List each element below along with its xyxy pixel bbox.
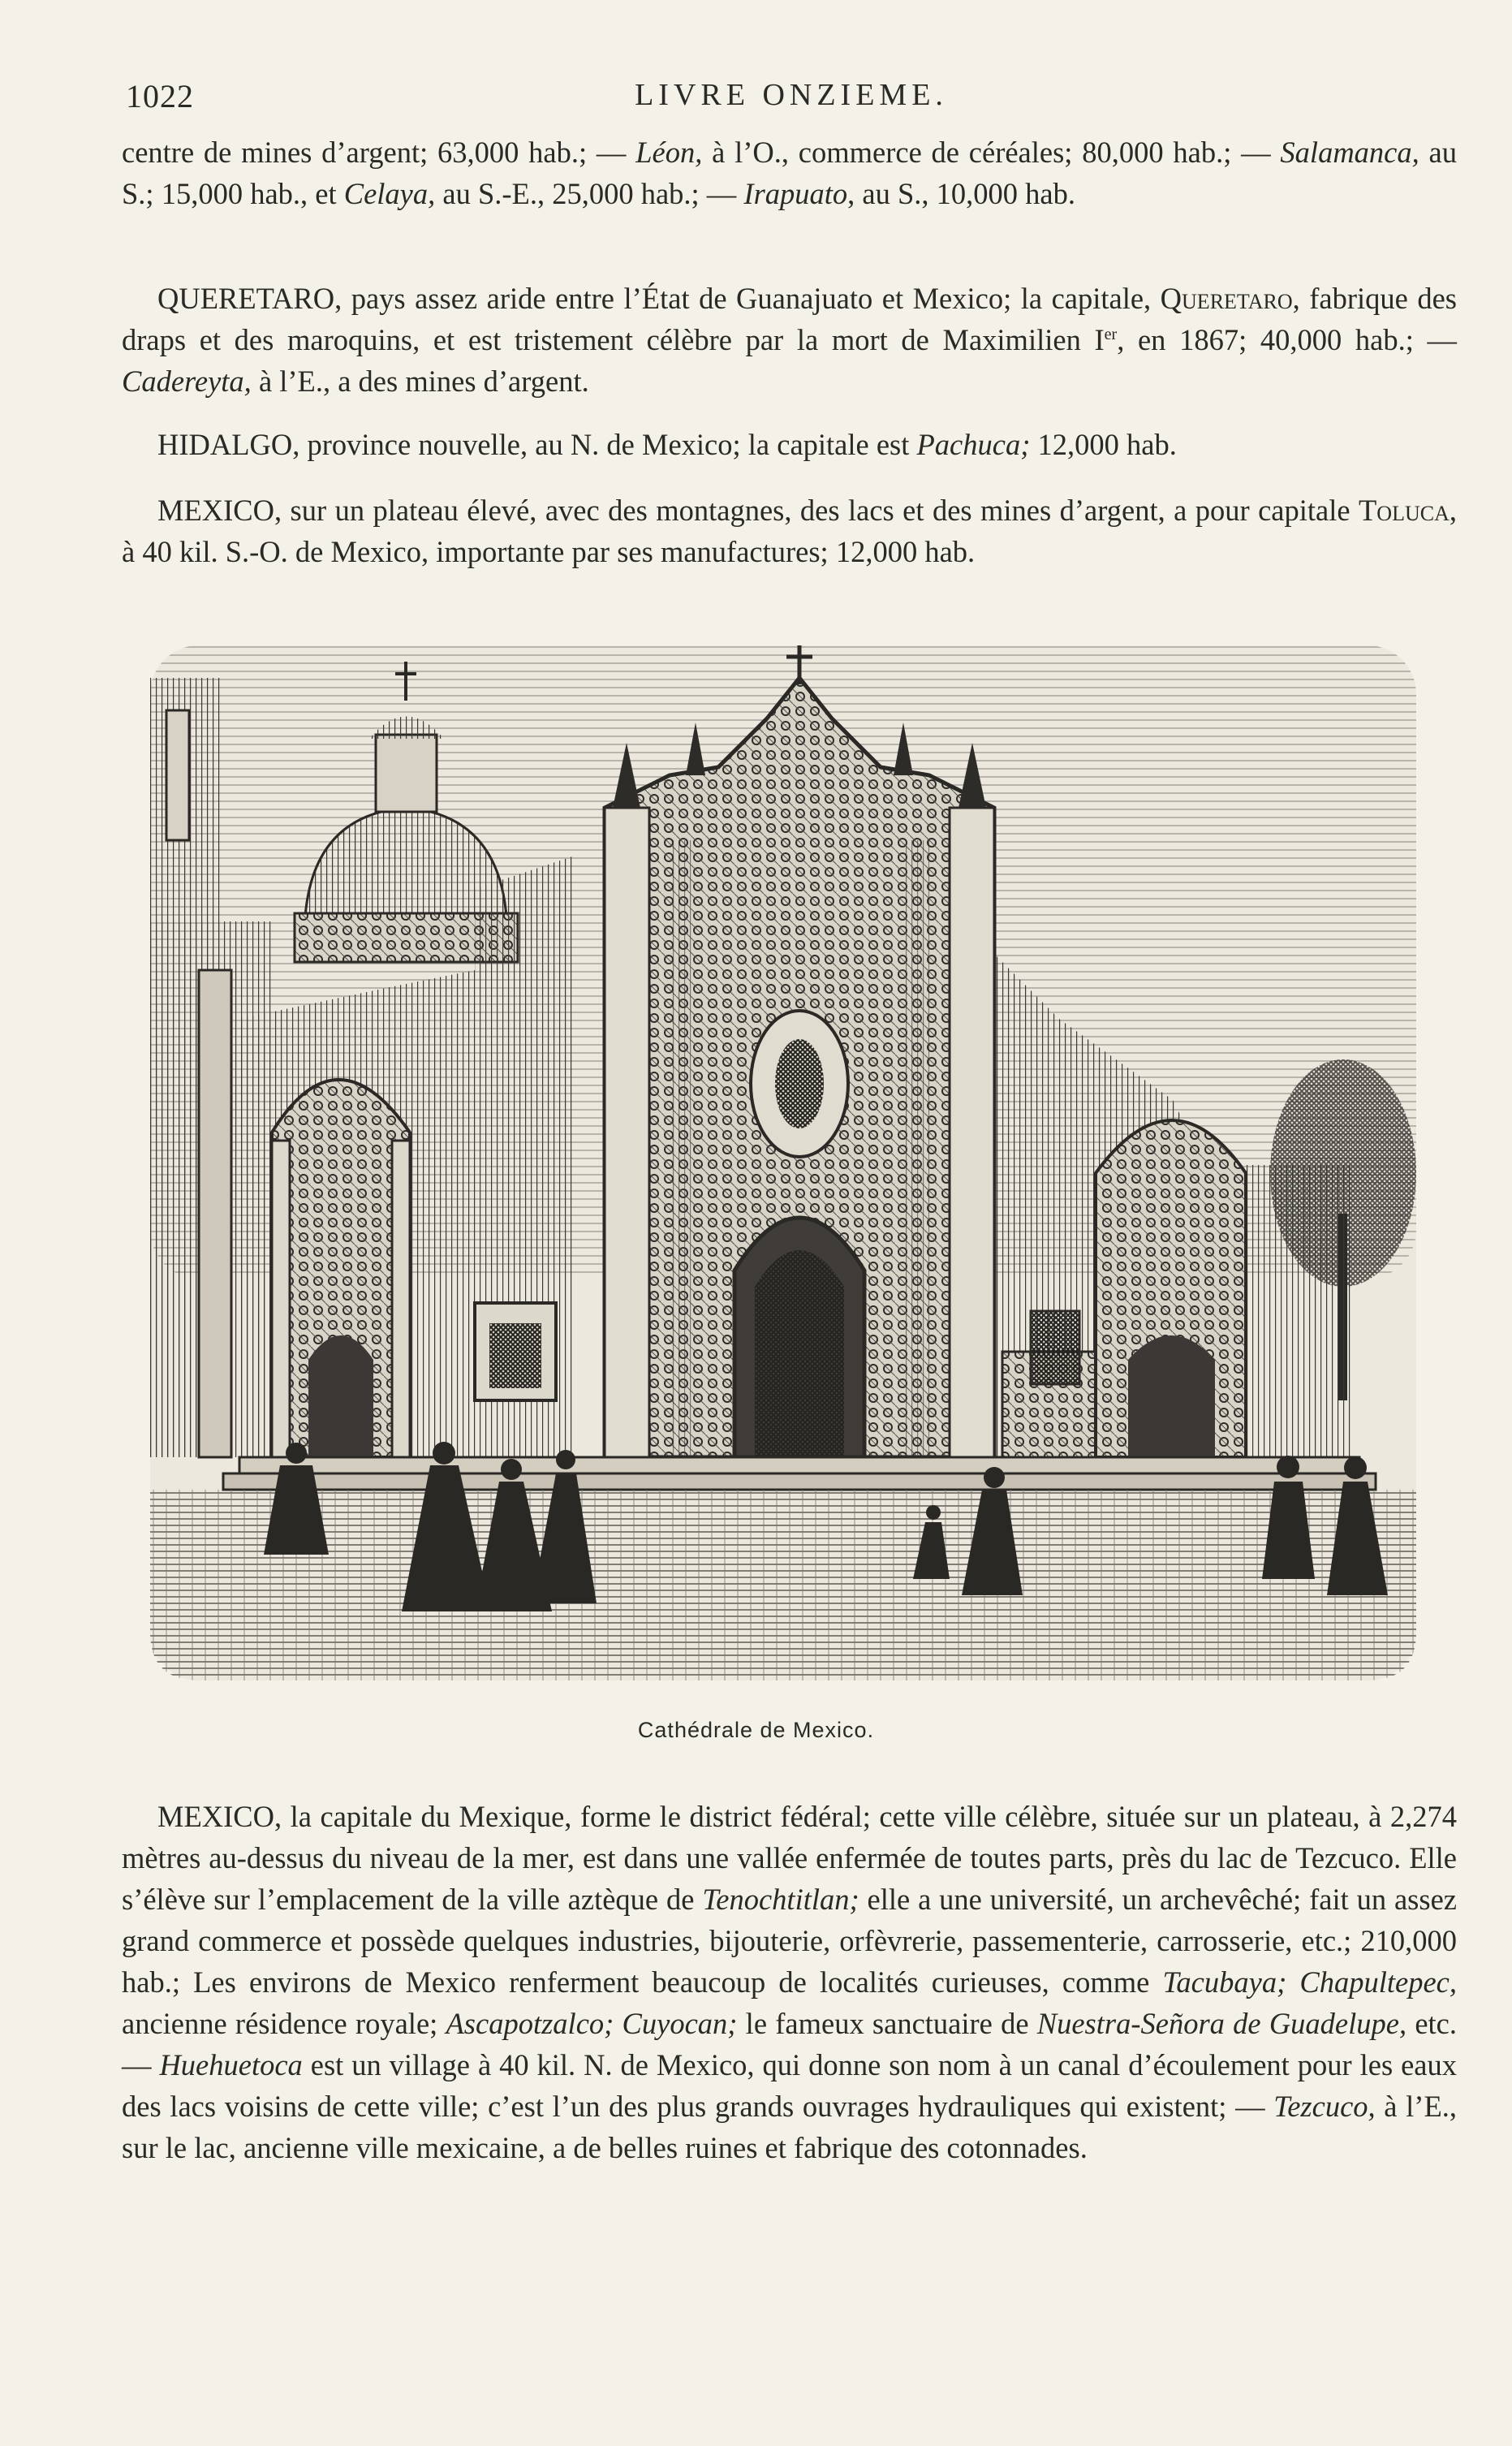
- paragraph-queretaro: QUERETARO, pays assez aride entre l’État de Guanajuato et Mexico; la capitale, Queretaro, fabrique des draps et des maroquins, et est tristement célèbre par la mort de Maximilien Ier, en 1867; 40,000 hab.; — Cadereyta, à l’E., a des mines d’argent.: [122, 282, 1457, 398]
- running-title: LIVRE ONZIEME.: [635, 78, 948, 112]
- page-header: [126, 77, 1457, 118]
- figure-caption: Cathédrale de Mexico.: [637, 1718, 875, 1742]
- cathedral-engraving: [150, 645, 1416, 1680]
- paragraph-guanajuato-cities: centre de mines d’argent; 63,000 hab.; — Léon, à l’O., commerce de céréales; 80,000 hab.; — Salamanca, au S.; 15,000 hab., et Celaya, au S.-E., 25,000 hab.; — Irapuato, au S., 10,000 hab.: [122, 136, 1457, 210]
- paragraph-mexico-city: MEXICO, la capitale du Mexique, forme le district fédéral; cette ville célèbre, située sur un plateau, à 2,274 mètres au-dessus du niveau de la mer, est dans une vallée enfermée de toutes parts, près du lac de Tezcuco. Elle s’élève sur l’emplacement de la ville aztèque de Tenochtitlan; elle a une université, un archevêché; fait un assez grand commerce et possède quelques industries, bijouterie, orfèvrerie, passementerie, carrosserie, etc.; 210,000 hab.; Les environs de Mexico renferment beaucoup de localités curieuses, comme Tacubaya; Chapultepec, ancienne résidence royale; Ascapotzalco; Cuyocan; le fameux sanctuaire de Nuestra-Señora de Guadelupe, etc. — Huehuetoca est un village à 40 kil. N. de Mexico, qui donne son nom à un canal d’écoulement pour les eaux des lacs voisins de cette ville; c’est l’un des plus grands ouvrages hydrauliques qui existent; — Tezcuco, à l’E., sur le lac, ancienne ville mexicaine, a de belles ruines et fabrique des cotonnades.: [122, 1800, 1458, 2164]
- paragraph-hidalgo: HIDALGO, province nouvelle, au N. de Mexico; la capitale est Pachuca; 12,000 hab.: [157, 428, 1177, 461]
- paragraph-mexico-state: MEXICO, sur un plateau élevé, avec des montagnes, des lacs et des mines d’argent, a pour capitale Toluca, à 40 kil. S.-O. de Mexico, importante par ses manufactures; 12,000 hab.: [122, 494, 1457, 568]
- page-number: 1022: [126, 78, 194, 114]
